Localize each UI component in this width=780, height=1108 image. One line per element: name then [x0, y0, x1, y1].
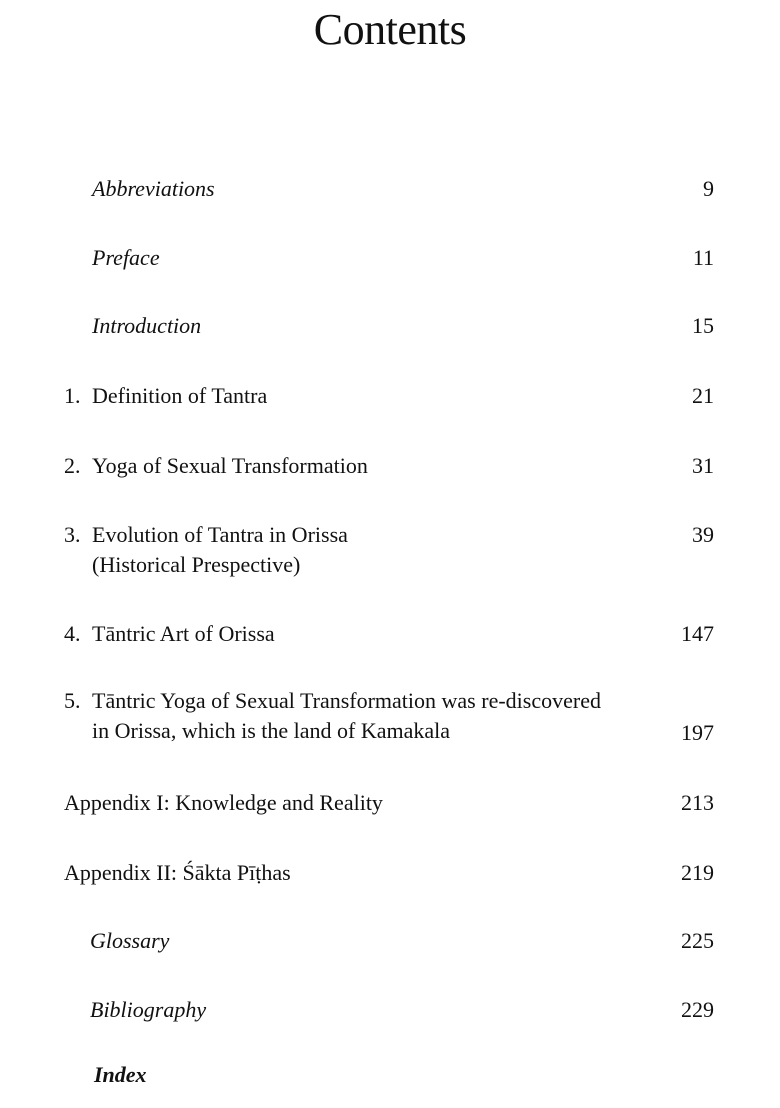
- toc-entry-title: Glossary: [90, 928, 170, 953]
- toc-entry-title: Index: [94, 1062, 147, 1087]
- toc-entry-title: Tāntric Yoga of Sexual Transformation was re-discovered in Orissa, which is the land of Kamakala: [92, 688, 601, 743]
- toc-entry-title: Abbreviations: [92, 176, 215, 201]
- toc-entry-page: 213: [681, 790, 714, 815]
- toc-entry-number: 2.: [64, 453, 81, 478]
- toc-entry-title: Yoga of Sexual Transformation: [92, 453, 368, 478]
- toc-entry-title: Introduction: [92, 313, 202, 338]
- toc-entry-page: 147: [681, 621, 714, 646]
- toc-entry-page: 15: [692, 313, 714, 338]
- page-title: Contents: [313, 5, 467, 54]
- toc-entry-title: Tāntric Art of Orissa: [92, 621, 275, 646]
- toc-entry-page: 21: [692, 383, 714, 408]
- toc-entry-title: Evolution of Tantra in Orissa (Historical Prespective): [92, 522, 348, 577]
- toc-entry-title: Definition of Tantra: [92, 383, 268, 408]
- toc-entry-page: 197: [681, 720, 714, 745]
- toc-entry-page: 225: [681, 928, 714, 953]
- toc-entry-number: 1.: [64, 383, 81, 408]
- toc-entry-title: Preface: [92, 245, 160, 270]
- toc-entry-number: 5.: [64, 688, 81, 713]
- toc-entry-title: Bibliography: [90, 997, 207, 1022]
- toc-entry-page: 11: [692, 245, 714, 270]
- toc-entry-number: 3.: [64, 522, 81, 547]
- toc-entry-page: 219: [681, 860, 714, 885]
- toc-entry-page: 229: [681, 997, 714, 1022]
- toc-entry-number: 4.: [64, 621, 81, 646]
- toc-entry-title: Appendix I: Knowledge and Reality: [64, 790, 383, 815]
- toc-entry-page: 39: [692, 522, 714, 547]
- toc-entry-page: 31: [692, 453, 714, 478]
- toc-entry-title: Appendix II: Śākta Pīṭhas: [64, 860, 291, 885]
- toc-entry-page: 9: [703, 176, 714, 201]
